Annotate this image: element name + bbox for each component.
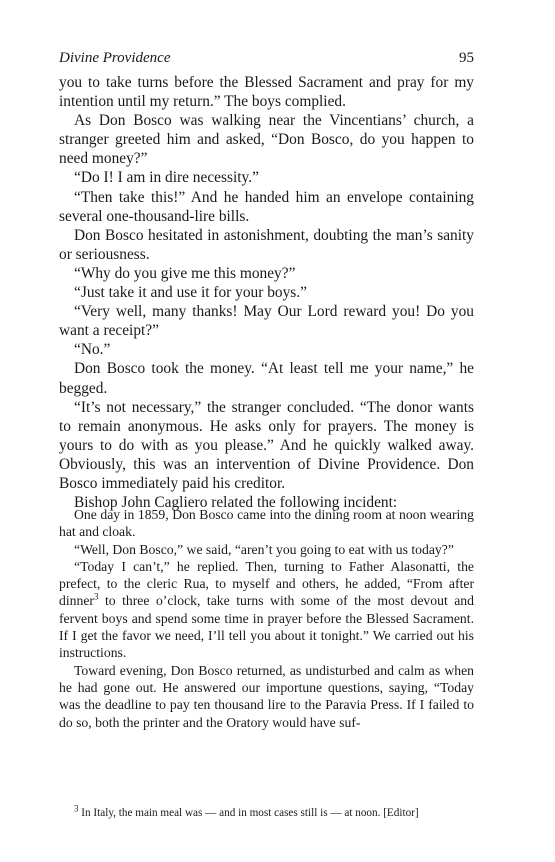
paragraph: Bishop John Cagliero related the following incident: bbox=[74, 494, 398, 512]
running-header bbox=[59, 50, 474, 70]
quote-paragraph bbox=[59, 558, 474, 662]
quote-text: to three o’clock, take turns with some of the most devout and fervent boys and spend some time in prayer before the Blessed Sacrament. If I get the favor we need, I’ll tell you about it tonight.” We carried out his instructions. bbox=[59, 593, 474, 661]
paragraph: “It’s not necessary,” the stranger concluded. “The donor wants to remain anonymous. He asks only for prayers. The money is yours to do with as you please.” And he quickly walked away. Obviously, this was an intervention of Divine Providence. Don Bosco immediately paid his creditor. bbox=[59, 398, 474, 492]
paragraph: “No.” bbox=[74, 341, 111, 359]
footnote-reference[interactable]: 3 bbox=[93, 591, 99, 602]
footnote-mark: 3 bbox=[74, 803, 79, 814]
paragraph: Don Bosco hesitated in astonishment, doubting the man’s sanity or seriousness. bbox=[59, 226, 474, 263]
block-quote bbox=[59, 506, 474, 731]
paragraph: “Why do you give me this money?” bbox=[74, 264, 296, 282]
paragraph: you to take turns before the Blessed Sacrament and pray for my intention until my return.” The boys complied. bbox=[59, 74, 474, 111]
paragraph: “Then take this!” And he handed him an envelope containing several one-thousand-lire bills. bbox=[59, 188, 474, 225]
running-title: Divine Providence bbox=[59, 50, 171, 66]
quote-text: “Today I can’t,” he replied. Then, turning to Father Alasonatti, the prefect, to the cleric Rua, to myself and others, he added, “From after dinner bbox=[59, 558, 474, 609]
quote-paragraph: “Well, Don Bosco,” we said, “aren’t you going to eat with us today?” bbox=[74, 541, 454, 557]
paragraph: Don Bosco took the money. “At least tell me your name,” he begged. bbox=[59, 360, 474, 397]
footnote bbox=[59, 803, 474, 820]
paragraph: “Do I! I am in dire necessity.” bbox=[74, 169, 259, 187]
paragraph: As Don Bosco was walking near the Vincentians’ church, a stranger greeted him and asked, “Don Bosco, do you happen to need money?” bbox=[59, 112, 474, 168]
quote-paragraph: One day in 1859, Don Bosco came into the dining room at noon wearing hat and cloak. bbox=[59, 507, 474, 540]
paragraph: “Very well, many thanks! May Our Lord reward you! Do you want a receipt?” bbox=[59, 303, 474, 340]
main-text bbox=[59, 73, 474, 512]
footnote-text: In Italy, the main meal was — and in most cases still is — at noon. [Editor] bbox=[78, 807, 419, 819]
page-number: 95 bbox=[459, 50, 474, 66]
quote-paragraph: Toward evening, Don Bosco returned, as undisturbed and calm as when he had gone out. He answered our importune questions, saying, “Today was the deadline to pay ten thousand lire to the Paravia Press. If I failed to do so, both the printer and the Oratory would have suf- bbox=[59, 662, 474, 730]
paragraph: “Just take it and use it for your boys.” bbox=[74, 284, 307, 302]
